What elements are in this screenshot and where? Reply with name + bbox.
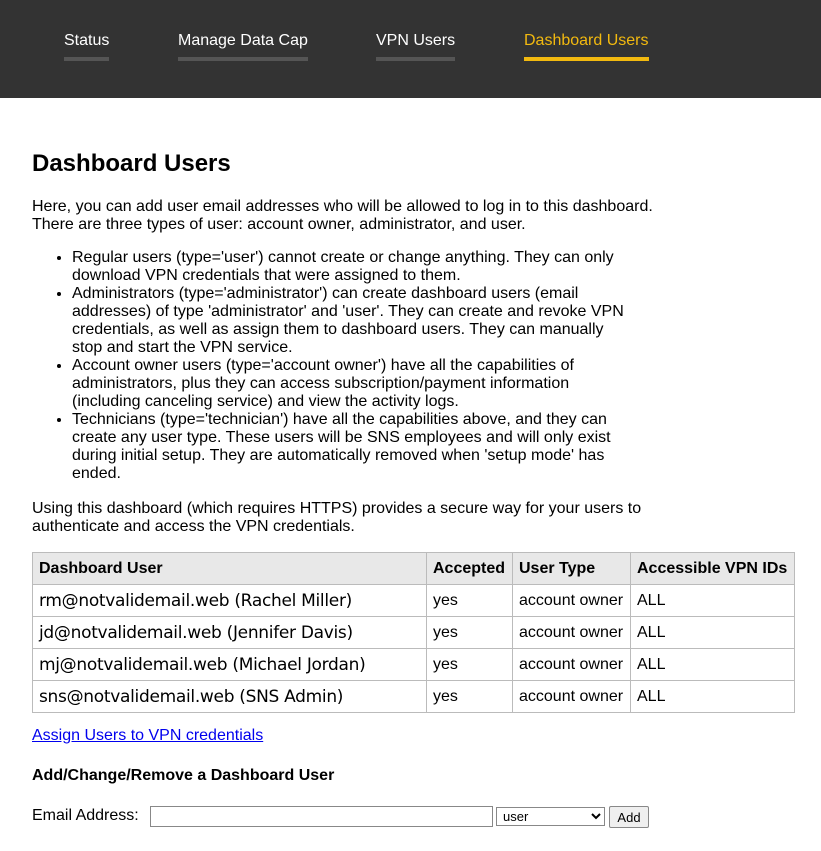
column-header-user-type: User Type (513, 553, 631, 585)
nav-tab-vpn-users[interactable] (376, 32, 455, 50)
add-user-form (32, 806, 812, 830)
nav-tab-manage-data-cap[interactable] (178, 32, 308, 50)
assign-users-link[interactable]: Assign Users to VPN credentials (32, 727, 264, 744)
list-item-account-owner-type: • Account owner users (type='account owner') have all the capabilities of administrators, plus they can access subscription/payment information (including canceling service) and view the activity logs. (72, 357, 632, 411)
table-row (33, 585, 795, 617)
user-type-list (32, 249, 632, 483)
cell-accepted: yes (427, 649, 513, 681)
add-button[interactable]: Add (609, 806, 649, 828)
table-row (33, 681, 795, 713)
top-navigation (0, 0, 821, 98)
email-label: Email Address: (32, 807, 139, 824)
nav-tab-status[interactable] (64, 32, 109, 50)
cell-dashboard-user: sns@notvalidemail.web (SNS Admin) (33, 681, 427, 713)
cell-user-type: account owner (513, 649, 631, 681)
dashboard-users-table (32, 552, 795, 713)
intro-paragraph: Here, you can add user email addresses who will be allowed to log in to this dashboard. There are three types of user: account owner, administrator, and user. (32, 198, 653, 233)
list-item-administrator-type: • Administrators (type='administrator') can create dashboard users (email addresses) of type 'administrator' and 'user'. They can create and revoke VPN credentials, as well as assign them to dashboard users. They can manually stop and start the VPN service. (72, 285, 632, 357)
table-row (33, 649, 795, 681)
nav-tab-underline (178, 57, 308, 61)
cell-user-type: account owner (513, 585, 631, 617)
column-header-accepted: Accepted (427, 553, 513, 585)
table-row (33, 617, 795, 649)
list-item-user-type: • Regular users (type='user') cannot create or change anything. They can only download VPN credentials that were assigned to them. (72, 249, 632, 285)
cell-vpn-ids: ALL (631, 617, 795, 649)
cell-vpn-ids: ALL (631, 585, 795, 617)
cell-user-type: account owner (513, 617, 631, 649)
cell-dashboard-user: mj@notvalidemail.web (Michael Jordan) (33, 649, 427, 681)
https-note: Using this dashboard (which requires HTTPS) provides a secure way for your users to authenticate and access the VPN credentials. (32, 500, 642, 535)
nav-tab-underline (64, 57, 109, 61)
nav-tab-underline (376, 57, 455, 61)
cell-user-type: account owner (513, 681, 631, 713)
nav-tab-label: VPN Users (376, 32, 456, 49)
nav-tab-dashboard-users[interactable] (524, 32, 649, 50)
nav-tab-label: Manage Data Cap (178, 32, 308, 49)
cell-vpn-ids: ALL (631, 681, 795, 713)
cell-vpn-ids: ALL (631, 649, 795, 681)
cell-accepted: yes (427, 585, 513, 617)
cell-dashboard-user: jd@notvalidemail.web (Jennifer Davis) (33, 617, 427, 649)
page-title: Dashboard Users (32, 150, 231, 177)
column-header-dashboard-user: Dashboard User (33, 553, 427, 585)
nav-tab-label: Status (64, 32, 110, 49)
table-header-row (33, 553, 795, 585)
form-section-title: Add/Change/Remove a Dashboard User (32, 767, 335, 784)
cell-accepted: yes (427, 617, 513, 649)
main-content (32, 150, 812, 825)
email-input[interactable] (150, 806, 493, 827)
list-item-technician-type: • Technicians (type='technician') have all the capabilities above, and they can create any user type. These users will be SNS employees and will only exist during initial setup. They are automatically removed when 'setup mode' has ended. (72, 411, 632, 483)
cell-accepted: yes (427, 681, 513, 713)
user-type-select[interactable] (496, 807, 605, 826)
cell-dashboard-user: rm@notvalidemail.web (Rachel Miller) (33, 585, 427, 617)
nav-tab-label: Dashboard Users (524, 32, 649, 49)
nav-tab-underline-active (524, 57, 649, 61)
column-header-accessible-vpn-ids: Accessible VPN IDs (631, 553, 795, 585)
